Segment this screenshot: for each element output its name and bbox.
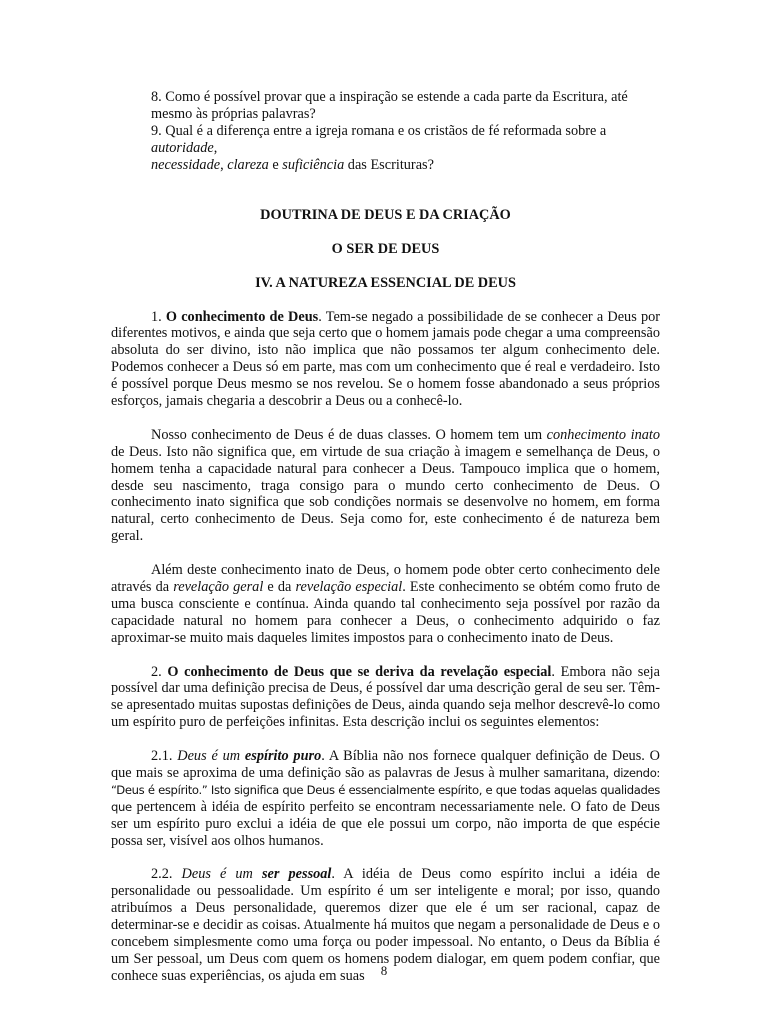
paragraph-text: Além deste conhecimento inato de Deus, o homem pode obter certo conhecimento dele através da	[111, 562, 660, 595]
page-number: 8	[380, 963, 388, 978]
paragraph-text: . Tem-se negado a possibilidade de se conhecer a Deus por diferentes motivos, e ainda que seja certo que o homem jamais pode chegar a uma compreensão absoluta do ser divino, isto não implica que não possamos ter algum conhecimento dele. Podemos conhecer a Deus só em parte, mas com um conhecimento que é real e verdadeiro. Isto é possível porque Deus mesmo se nos revelou. Se o homem fosse abandonado a seus próprios esforços, jamais chegaria a descobrir a Deus ou a conhecê-lo.	[111, 308, 661, 410]
quoted-text: dizendo: “Deus é espírito.” Isto significa que Deus é essencialmente espírito, e que todas aquelas qualidades que	[111, 765, 660, 814]
paragraph-text: Nosso conhecimento de Deus é de duas classes. O homem tem um	[151, 426, 547, 443]
paragraph-text: pertencem à idéia de espírito perfeito se encontram necessariamente nele. O fato de Deus ser um espírito puro exclui a idéia de que ele possui um corpo, não importa de que espécie possa ser, visível aos olhos humanos.	[111, 798, 660, 849]
section-title: O conhecimento de Deus	[165, 308, 319, 325]
paragraph-text: . Este conhecimento se obtém como fruto de uma busca consciente e contínua. Ainda quando tal conhecimento seja possível por razão da capacidade natural no homem para conhecer a Deus, o conhecimento adquirido o faz aproximar-se muito mais daqueles limites impostos para o conhecimento inato de Deus.	[111, 579, 661, 646]
punct: ,	[220, 156, 228, 173]
heading-natureza: IV. A NATUREZA ESSENCIAL DE DEUS	[255, 274, 516, 291]
question-8-text: 8. Como é possível provar que a inspiração se estende a cada parte da Escritura, até mesmo às próprias palavras?	[151, 89, 628, 122]
term-suficiencia: suficiência	[282, 156, 345, 173]
term-clareza: clareza	[227, 156, 269, 173]
paragraph-4	[111, 664, 660, 732]
question-8	[111, 89, 660, 123]
term-revelacao-especial: revelação especial	[295, 579, 403, 595]
italic-lead: Deus é um	[181, 866, 262, 883]
heading-doutrina: DOUTRINA DE DEUS E DA CRIAÇÃO	[260, 206, 511, 223]
paragraph-5	[111, 748, 660, 849]
question-9-text: 9. Qual é a diferença entre a igreja romana e os cristãos de fé reformada sobre a	[151, 122, 607, 139]
punct: ,	[213, 139, 218, 156]
section-title: ser pessoal	[261, 866, 332, 883]
section-title: O conhecimento de Deus que se deriva da revelação especial	[167, 663, 552, 680]
paragraph-text: . A Bíblia não nos fornece qualquer definição de Deus. O que mais se aproxima de uma definição são as palavras de Jesus à mulher samaritana,	[111, 748, 660, 781]
conj: e	[268, 156, 283, 173]
section-number: 2.2.	[151, 866, 182, 883]
term-autoridade: autoridade	[151, 139, 214, 156]
heading-ser-de-deus: O SER DE DEUS	[331, 240, 440, 257]
term-revelacao-geral: revelação geral	[173, 579, 264, 595]
paragraph-text: de Deus. Isto não significa que, em virtude de sua criação à imagem e semelhança de Deus, o homem tenha a capacidade natural para conhecer a Deus. Tampouco implica que o homem, desde seu nascimento, traga consigo para o mundo certo conhecimento de Deus. O conhecimento inato significa que sob condições normais se desenvolve no homem, em forma natural, certo conhecimento de Deus. Seja como for, este conhecimento é de natureza bem geral.	[111, 443, 660, 545]
question-9	[111, 123, 660, 174]
paragraph-2	[111, 427, 660, 545]
term-conhecimento-inato: conhecimento inato	[546, 426, 660, 443]
paragraph-text: . Embora não seja possível dar uma definição precisa de Deus, é possível dar uma descrição geral de seu ser. Têm-se apresentado muitas supostas definições de Deus, ainda quando seja melhor descrevê-lo como um espírito puro de perfeições infinitas. Esta descrição inclui os seguintes elementos:	[111, 663, 660, 731]
paragraph-text: e da	[263, 579, 296, 595]
paragraph-text: . A idéia de Deus como espírito inclui a idéia de personalidade ou pessoalidade. Um espírito é um ser inteligente e moral; por isso, quando atribuímos a Deus personalidade, queremos dizer que ele é um ser racional, capaz de determinar-se e decidir as coisas. Atualmente há muitos que negam a personalidade de Deus e o concebem simplesmente como uma força ou poder impessoal. No entanto, o Deus da Bíblia é um Ser pessoal, um Deus com quem os homens podem dialogar, em quem podem confiar, que conhece suas experiências, os ajuda em suas	[111, 866, 660, 984]
term-necessidade: necessidade	[151, 156, 221, 173]
section-number: 2.1.	[151, 748, 178, 765]
question-9-end: das Escrituras?	[344, 156, 434, 173]
section-number: 1.	[151, 308, 166, 325]
paragraph-3	[111, 562, 660, 647]
italic-lead: Deus é um	[177, 748, 245, 765]
section-title: espírito puro	[244, 748, 322, 765]
section-number: 2.	[151, 663, 168, 680]
paragraph-1	[111, 309, 660, 410]
